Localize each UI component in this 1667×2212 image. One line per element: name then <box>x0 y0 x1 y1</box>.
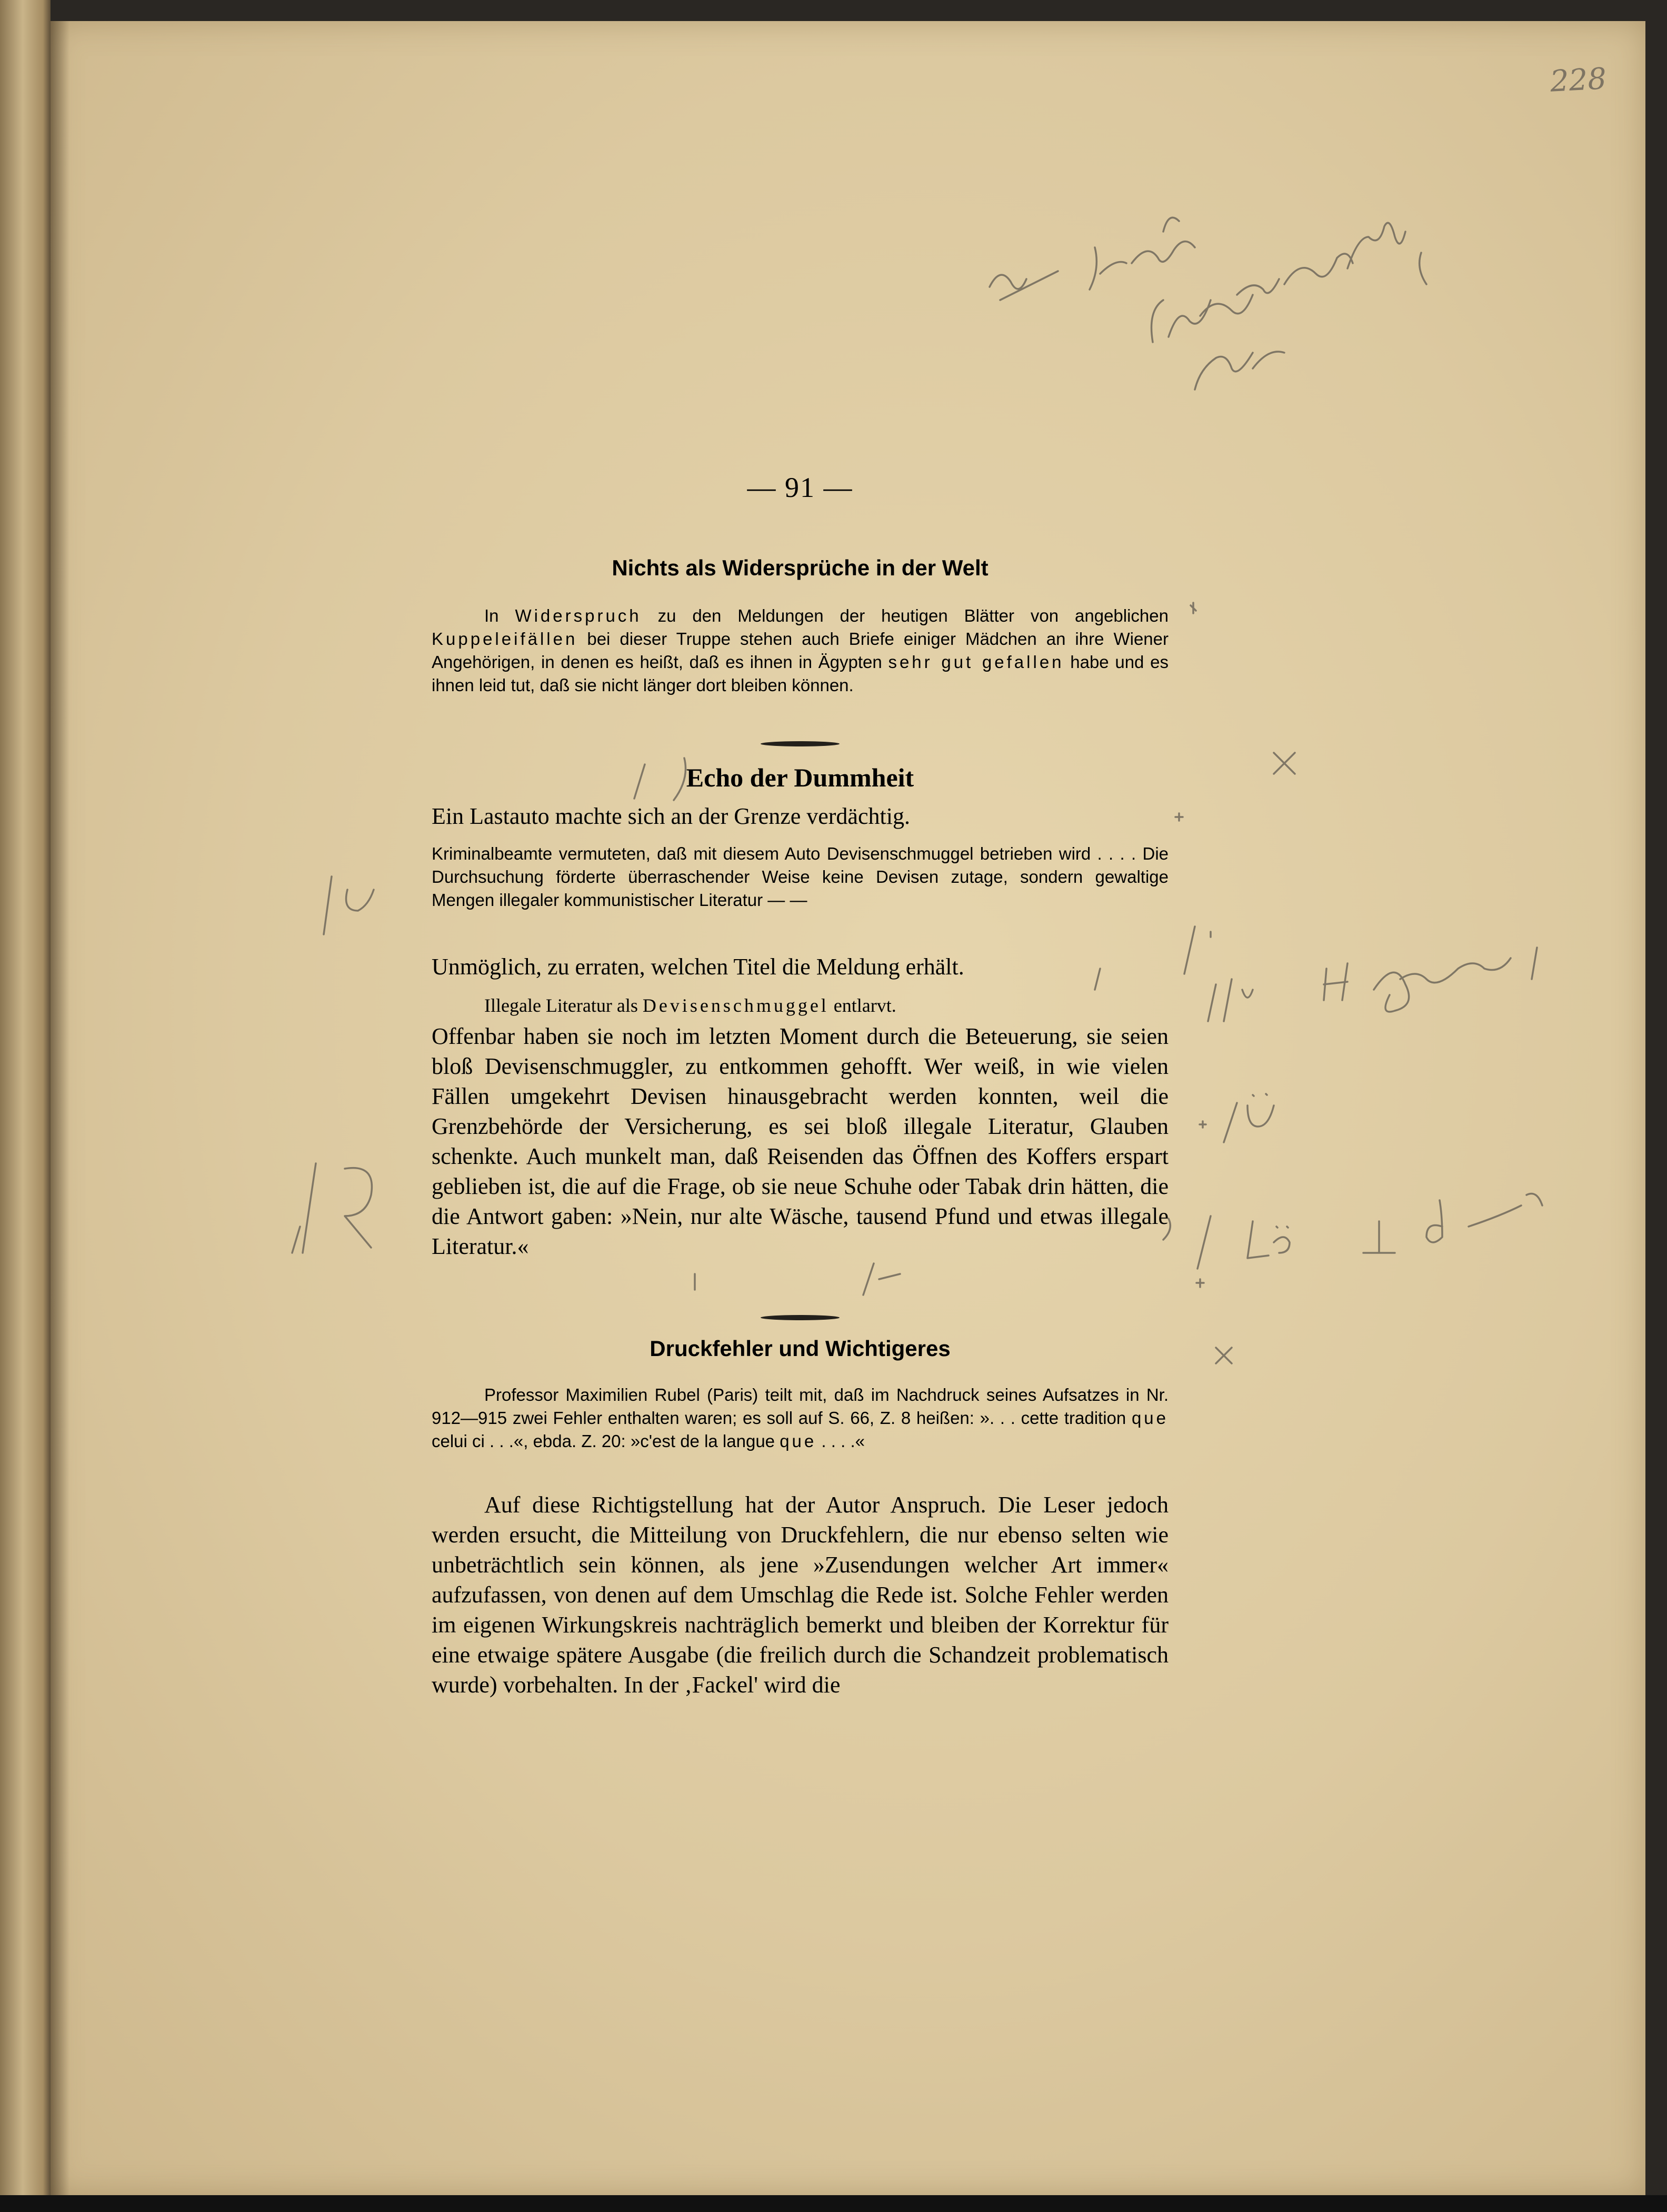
spaced-text: Widerspruch <box>515 606 642 625</box>
lead-line: Ein Lastauto machte sich an der Grenze verdächtig. <box>432 803 910 829</box>
page-number: — 91 — <box>747 472 853 503</box>
text-run: zu den Meldungen der heutigen Blätter von angeblichen <box>641 606 1169 625</box>
question-line: Unmöglich, zu erraten, welchen Titel die Meldung erhält. <box>432 954 964 980</box>
spaced-text: Devisenschmuggel <box>642 995 829 1016</box>
text-run: celui ci . . .«, ebda. Z. 20: »c'est de la langue <box>432 1431 780 1451</box>
quoted-report: Kriminalbeamte vermuteten, daß mit diesem Auto Devisenschmuggel betrieben wird . . . . Die Durchsuchung förderte überraschender Weise keine Devisen zutage, sondern gewaltige Mengen illegaler kommunistischer Literatur — — <box>432 844 1169 910</box>
text-run: Illegale Literatur als <box>484 995 643 1016</box>
folio-number: 228 <box>1549 62 1608 99</box>
previous-page-edge <box>0 0 51 2212</box>
text-run: In <box>484 606 515 625</box>
spaced-text: sehr gut gefallen <box>888 652 1064 672</box>
heading-widersprueche: Nichts als Widersprüche in der Welt <box>612 555 989 580</box>
spaced-text: que <box>1131 1408 1169 1428</box>
spaced-text: Kuppeleifällen <box>432 629 578 649</box>
heading-druckfehler: Druckfehler und Wichtigeres <box>650 1336 951 1361</box>
text-run: bei dieser Truppe stehen auch Briefe einiger Mädchen an ihre Wiener Angehörigen, in denen es heißt, daß es ihnen in Ägypten <box>432 629 1169 672</box>
text-run: entlarvt. <box>828 995 896 1016</box>
paragraph-correction <box>432 1383 1169 1453</box>
paragraph-widersprueche <box>432 604 1169 697</box>
paragraph-echo: Offenbar haben sie noch im letzten Moment durch die Beteuerung, sie seien bloß Devisenschmuggler, zu entkommen gehofft. Wer weiß, in wie vielen Fällen umgekehrt Devisen hinausgebracht werden konnten, weil die Grenzbehörde der Versicherung, es sei bloß illegale Literatur, Glauben schenkte. Auch munkelt man, daß Reisenden das Öffnen des Koffers erspart geblieben ist, die auf die Frage, ob sie neue Schuhe oder Tabak drin hätten, die die Antwort gaben: »Nein, nur alte Wäsche, tausend Pfund und etwas illegale Literatur.« <box>432 1023 1169 1259</box>
text-run: . . . .« <box>816 1431 865 1451</box>
section-divider <box>761 1315 840 1320</box>
text-run: Professor Maximilien Rubel (Paris) teilt mit, daß im Nachdruck seines Aufsatzes in Nr. 912—915 zwei Fehler enthalten waren; es soll auf S. 66, Z. 8 heißen: ». . . cette tradition <box>432 1385 1169 1428</box>
heading-echo: Echo der Dummheit <box>686 763 914 792</box>
headline-quote <box>432 994 1169 1017</box>
binding-shadow <box>51 21 69 2195</box>
section-divider <box>761 741 840 746</box>
text-run: habe und es ihnen leid tut, daß sie nicht länger dort bleiben können. <box>432 652 1169 695</box>
scanner-bed-edge <box>0 2195 1667 2212</box>
paragraph-druckfehler: Auf diese Richtigstellung hat der Autor Anspruch. Die Leser jedoch werden ersucht, die Mitteilung von Druckfehlern, die nur ebenso selten wie unbeträchtlich sein können, als jene »Zusendungen welcher Art immer« aufzufassen, von denen auf dem Umschlag die Rede ist. Solche Fehler werden im eigenen Wirkungskreis nachträglich bemerkt und bleiben der Korrektur für eine etwaige spätere Ausgabe (die freilich durch die Schandzeit problematisch wurde) vorbehalten. In der ‚Fackel' wird die <box>432 1492 1169 1698</box>
spaced-text: que <box>780 1431 817 1451</box>
